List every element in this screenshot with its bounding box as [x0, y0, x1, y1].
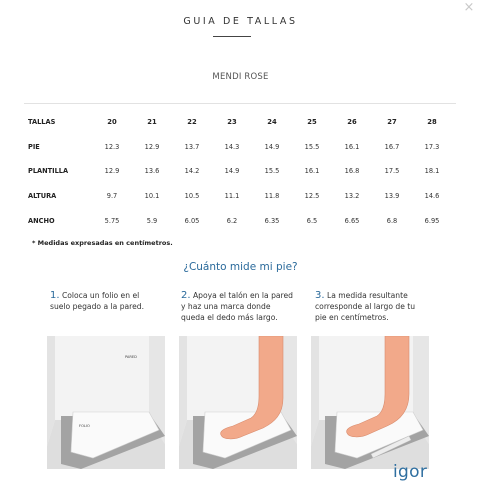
- close-icon[interactable]: ×: [463, 0, 475, 15]
- step-line: Apoya el talón en la pared: [192, 291, 293, 300]
- table-cell: 15.5: [304, 142, 320, 151]
- table-header-cell: TALLAS: [28, 118, 56, 127]
- table-cell: 11.8: [264, 192, 280, 201]
- title-underline: [213, 36, 251, 37]
- wall-label: PARED: [125, 355, 137, 359]
- table-cell: 6.2: [226, 216, 238, 225]
- table-cell: 14.3: [224, 142, 240, 151]
- step-1-text: [50, 290, 144, 312]
- row-label: ANCHO: [28, 216, 55, 225]
- table-cell: 17.3: [424, 142, 440, 151]
- table-cell: 17.5: [384, 167, 400, 176]
- step-2-illustration: [179, 336, 297, 469]
- table-row: [28, 184, 452, 209]
- table-cell: 6.35: [264, 216, 280, 225]
- step-number: 2.: [181, 290, 191, 301]
- table-header-row: [28, 110, 452, 135]
- table-cell: 12.5: [304, 192, 320, 201]
- row-label: PIE: [28, 142, 40, 151]
- table-header-cell: 23: [227, 118, 237, 127]
- table-row: [28, 159, 452, 184]
- paper-label: FOLIO: [79, 424, 90, 428]
- step-line: La medida resultante: [326, 291, 408, 300]
- table-cell: 16.1: [304, 167, 320, 176]
- table-cell: 16.8: [344, 167, 360, 176]
- table-cell: 12.9: [144, 142, 160, 151]
- table-header-cell: 20: [107, 118, 117, 127]
- table-cell: 6.95: [424, 216, 440, 225]
- table-cell: 16.7: [384, 142, 400, 151]
- table-cell: 12.9: [104, 167, 120, 176]
- table-cell: 10.1: [144, 192, 160, 201]
- step-number: 3.: [315, 290, 325, 301]
- table-row: [28, 208, 452, 233]
- table-cell: 13.2: [344, 192, 360, 201]
- table-row: [28, 135, 452, 160]
- step-3-text: [315, 290, 415, 323]
- table-cell: 18.1: [424, 167, 440, 176]
- row-label: ALTURA: [28, 192, 57, 201]
- table-header-cell: 26: [347, 118, 357, 127]
- table-cell: 6.05: [184, 216, 200, 225]
- step-line: queda el dedo más largo.: [181, 313, 278, 322]
- table-cell: 6.5: [306, 216, 318, 225]
- step-line: suelo pegado a la pared.: [50, 302, 145, 311]
- units-footnote: * Medidas expresadas en centímetros.: [32, 239, 173, 247]
- table-cell: 14.6: [424, 192, 440, 201]
- table-cell: 9.7: [106, 192, 118, 201]
- table-cell: 5.75: [104, 216, 120, 225]
- section-divider: [24, 103, 456, 104]
- table-cell: 13.6: [144, 167, 160, 176]
- how-to-measure-heading: ¿Cuánto mide mi pie?: [183, 261, 298, 273]
- table-cell: 14.9: [224, 167, 240, 176]
- step-line: y haz una marca donde: [181, 302, 271, 311]
- table-cell: 12.3: [104, 142, 120, 151]
- table-cell: 13.9: [384, 192, 400, 201]
- igor-logo: igor: [393, 462, 428, 482]
- step-line: Coloca un folio en el: [61, 291, 140, 300]
- table-header-cell: 25: [307, 118, 317, 127]
- size-table: [28, 110, 452, 233]
- table-header-cell: 24: [267, 118, 277, 127]
- step-line: corresponde al largo de tu: [315, 302, 416, 311]
- step-2-text: [181, 290, 293, 323]
- step-line: pie en centímetros.: [315, 313, 389, 322]
- step-number: 1.: [50, 290, 60, 301]
- table-cell: 14.2: [184, 167, 200, 176]
- table-header-cell: 22: [187, 118, 197, 127]
- table-cell: 6.65: [344, 216, 360, 225]
- row-label: PLANTILLA: [28, 167, 69, 176]
- table-cell: 10.5: [184, 192, 200, 201]
- step-3-illustration: [311, 336, 429, 469]
- table-header-cell: 21: [147, 118, 157, 127]
- product-name: MENDI ROSE: [212, 72, 269, 82]
- table-header-cell: 27: [387, 118, 397, 127]
- table-cell: 13.7: [184, 142, 200, 151]
- table-cell: 14.9: [264, 142, 280, 151]
- table-cell: 15.5: [264, 167, 280, 176]
- table-cell: 11.1: [224, 192, 240, 201]
- table-cell: 6.8: [386, 216, 398, 225]
- table-cell: 16.1: [344, 142, 360, 151]
- step-1-illustration: [47, 336, 165, 469]
- table-cell: 5.9: [146, 216, 158, 225]
- page-title: GUIA DE TALLAS: [183, 16, 298, 27]
- table-header-cell: 28: [427, 118, 437, 127]
